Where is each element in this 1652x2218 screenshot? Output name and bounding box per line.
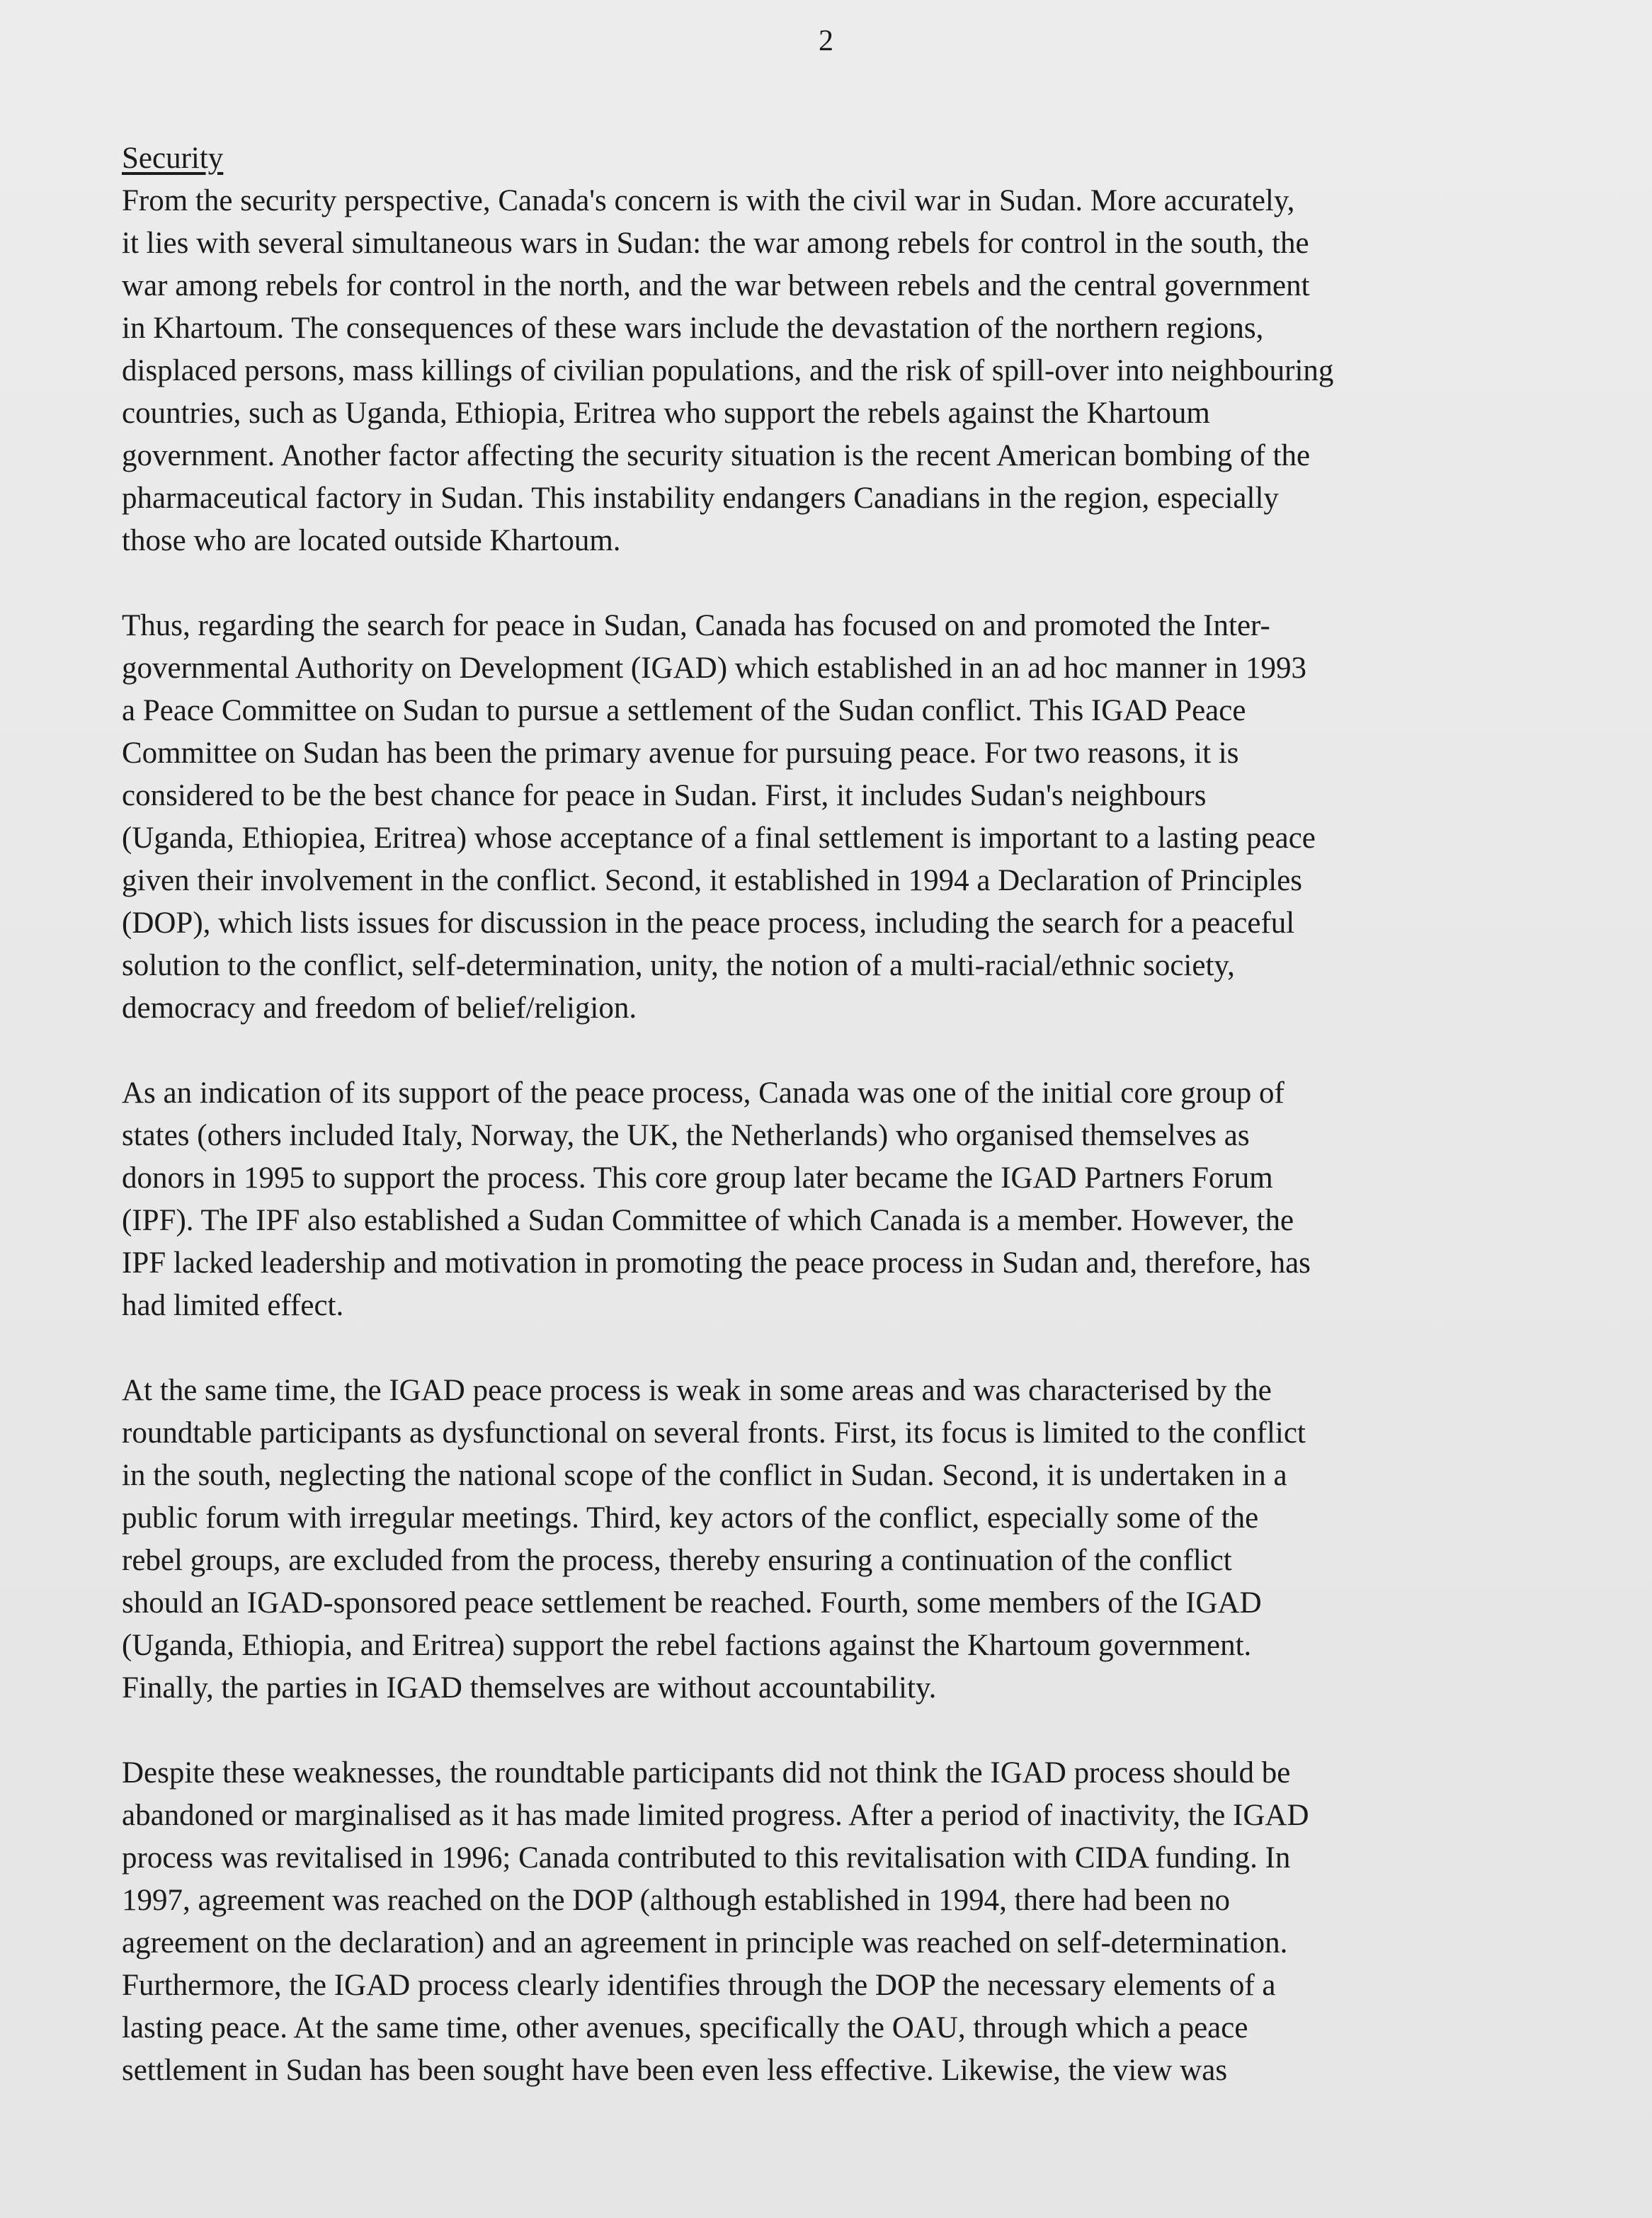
paragraph-line: in Khartoum. The consequences of these wars include the devastation of the northern regions, — [122, 312, 1264, 345]
paragraph-line: countries, such as Uganda, Ethiopia, Eritrea who support the rebels against the Khartoum — [122, 397, 1210, 430]
paragraph-line: democracy and freedom of belief/religion. — [122, 991, 637, 1025]
body-paragraph — [122, 1370, 1538, 1710]
paragraph-line: As an indication of its support of the peace process, Canada was one of the initial core group of — [122, 1076, 1284, 1110]
paragraph-line: donors in 1995 to support the process. This core group later became the IGAD Partners Forum — [122, 1161, 1273, 1195]
paragraph-line: states (others included Italy, Norway, the UK, the Netherlands) who organised themselves as — [122, 1119, 1250, 1152]
body-paragraph — [122, 180, 1538, 562]
paragraph-line: Thus, regarding the search for peace in Sudan, Canada has focused on and promoted the Inter- — [122, 609, 1270, 642]
paragraph-line: IPF lacked leadership and motivation in promoting the peace process in Sudan and, therefore, has — [122, 1246, 1311, 1280]
body-paragraph — [122, 605, 1538, 1030]
paragraph-line: abandoned or marginalised as it has made limited progress. After a period of inactivity, the IGAD — [122, 1799, 1309, 1832]
paragraph-line: lasting peace. At the same time, other avenues, specifically the OAU, through which a peace — [122, 2011, 1248, 2044]
paragraph-line: Finally, the parties in IGAD themselves are without accountability. — [122, 1671, 937, 1705]
body-paragraph — [122, 1752, 1538, 2092]
paragraph-line: government. Another factor affecting the security situation is the recent American bombing of the — [122, 439, 1311, 472]
paragraph-line: rebel groups, are excluded from the process, thereby ensuring a continuation of the conflict — [122, 1544, 1232, 1577]
paragraph-line: settlement in Sudan has been sought have been even less effective. Likewise, the view was — [122, 2054, 1228, 2087]
paragraph-line: Furthermore, the IGAD process clearly identifies through the DOP the necessary elements of a — [122, 1969, 1276, 2002]
paragraph-line: given their involvement in the conflict. Second, it established in 1994 a Declaration of Principles — [122, 864, 1303, 897]
paragraph-line: war among rebels for control in the north, and the war between rebels and the central government — [122, 269, 1310, 302]
paragraph-line: should an IGAD-sponsored peace settlement be reached. Fourth, some members of the IGAD — [122, 1586, 1262, 1620]
page-number: 2 — [819, 25, 833, 57]
document-body — [122, 137, 1538, 2092]
paragraph-line: (Uganda, Ethiopia, and Eritrea) support the rebel factions against the Khartoum government. — [122, 1629, 1252, 1662]
paragraphs — [122, 180, 1538, 2092]
paragraph-line: (Uganda, Ethiopiea, Eritrea) whose acceptance of a final settlement is important to a lasting peace — [122, 821, 1316, 855]
paragraph-line: (IPF). The IPF also established a Sudan Committee of which Canada is a member. However, the — [122, 1204, 1294, 1237]
paragraph-line: public forum with irregular meetings. Third, key actors of the conflict, especially some of the — [122, 1501, 1259, 1535]
paragraph-line: governmental Authority on Development (IGAD) which established in an ad hoc manner in 1993 — [122, 652, 1307, 685]
paragraph-line: roundtable participants as dysfunctional on several fronts. First, its focus is limited to the conflict — [122, 1416, 1306, 1450]
paragraph-line: solution to the conflict, self-determination, unity, the notion of a multi-racial/ethnic society, — [122, 949, 1235, 982]
paragraph-line: it lies with several simultaneous wars in Sudan: the war among rebels for control in the south, the — [122, 227, 1309, 260]
paragraph-line: From the security perspective, Canada's concern is with the civil war in Sudan. More accurately, — [122, 184, 1295, 217]
paragraph-line: (DOP), which lists issues for discussion in the peace process, including the search for a peaceful — [122, 906, 1295, 940]
paragraph-line: pharmaceutical factory in Sudan. This instability endangers Canadians in the region, especially — [122, 482, 1279, 515]
body-paragraph — [122, 1072, 1538, 1327]
paragraph-line: a Peace Committee on Sudan to pursue a settlement of the Sudan conflict. This IGAD Peace — [122, 694, 1246, 727]
paragraph-line: had limited effect. — [122, 1289, 344, 1322]
paragraph-line: At the same time, the IGAD peace process is weak in some areas and was characterised by the — [122, 1374, 1272, 1407]
paragraph-line: Despite these weaknesses, the roundtable participants did not think the IGAD process should be — [122, 1756, 1291, 1790]
paragraph-line: in the south, neglecting the national scope of the conflict in Sudan. Second, it is undertaken in a — [122, 1459, 1287, 1492]
section-heading: Security — [122, 142, 224, 175]
paragraph-line: 1997, agreement was reached on the DOP (although established in 1994, there had been no — [122, 1884, 1231, 1917]
paragraph-line: Committee on Sudan has been the primary avenue for pursuing peace. For two reasons, it is — [122, 737, 1239, 770]
paragraph-line: considered to be the best chance for peace in Sudan. First, it includes Sudan's neighbours — [122, 779, 1207, 812]
paragraph-line: those who are located outside Khartoum. — [122, 524, 621, 557]
paragraph-line: process was revitalised in 1996; Canada contributed to this revitalisation with CIDA funding. In — [122, 1841, 1291, 1875]
paragraph-line: agreement on the declaration) and an agreement in principle was reached on self-determination. — [122, 1926, 1288, 1960]
paragraph-line: displaced persons, mass killings of civilian populations, and the risk of spill-over into neighbouring — [122, 354, 1334, 387]
